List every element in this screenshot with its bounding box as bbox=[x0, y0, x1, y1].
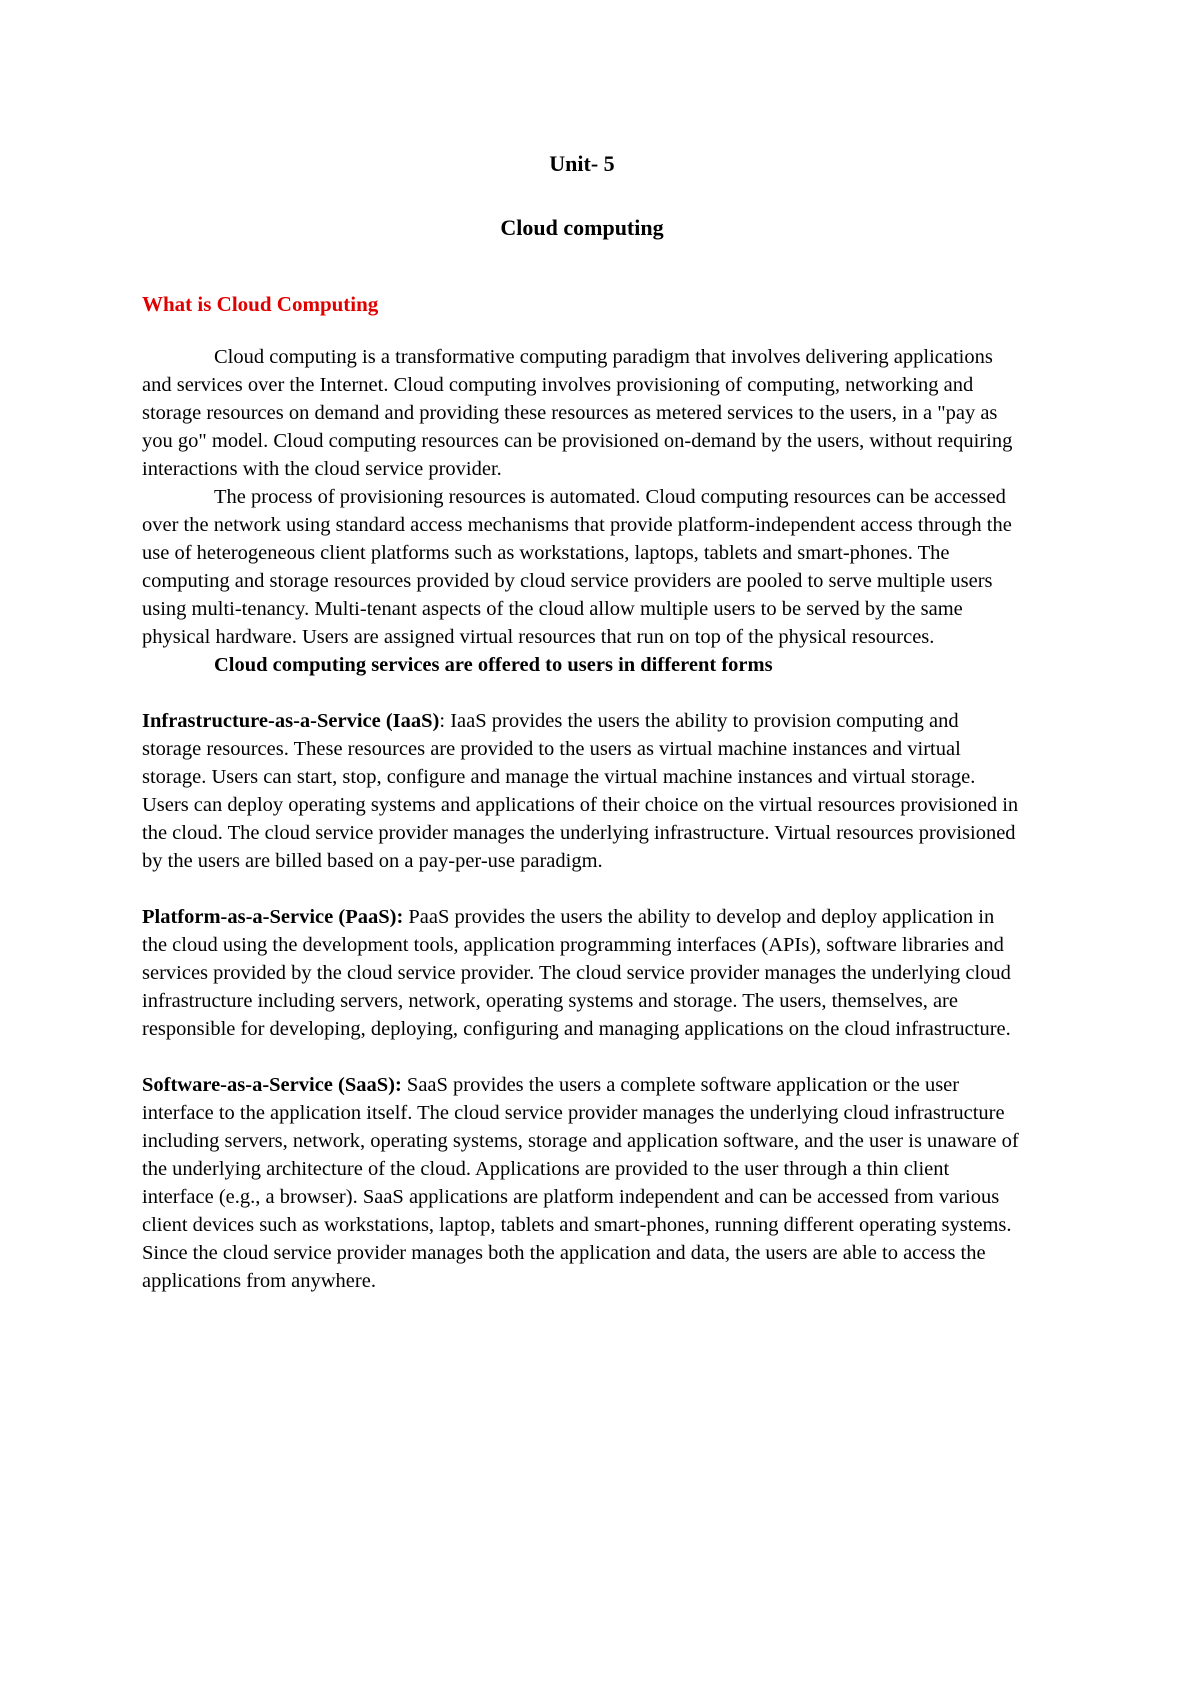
saas-term: Software-as-a-Service (SaaS): bbox=[142, 1074, 402, 1096]
saas-paragraph bbox=[142, 1071, 1022, 1295]
intro-paragraph: Cloud computing is a transformative computing paradigm that involves delivering applications and services over the Internet. Cloud computing involves provisioning of computing, networking and storage resources on demand and providing these resources as metered services to the users, in a "pay as you go" model. Cloud computing resources can be provisioned on-demand by the users, without requiring interactions with the cloud service provider. bbox=[142, 346, 1013, 480]
section-heading: What is Cloud Computing bbox=[142, 292, 379, 316]
paas-term: Platform-as-a-Service (PaaS): bbox=[142, 906, 404, 928]
iaas-description: IaaS provides the users the ability to provision computing and storage resources. These resources are provided to the users as virtual machine instances and virtual storage. Users can start, stop, configure and manage the virtual machine instances and virtual storage. Users can deploy operating systems and applications of their choice on the virtual resources provisioned in the cloud. The cloud service provider manages the underlying infrastructure. Virtual resources provisioned by the users are billed based on a pay-per-use paradigm. bbox=[142, 710, 1019, 872]
iaas-paragraph bbox=[142, 707, 1022, 875]
document-content bbox=[142, 146, 1022, 1295]
service-forms-heading: Cloud computing services are offered to users in different forms bbox=[214, 654, 773, 676]
iaas-separator: : bbox=[439, 710, 446, 732]
unit-title: Unit- 5 bbox=[549, 151, 615, 176]
provisioning-paragraph: The process of provisioning resources is automated. Cloud computing resources can be accessed over the network using standard access mechanisms that provide platform-independent access through the use of heterogeneous client platforms such as workstations, laptops, tablets and smart-phones. The computing and storage resources provided by cloud service providers are pooled to serve multiple users using multi-tenancy. Multi-tenant aspects of the cloud allow multiple users to be served by the same physical hardware. Users are assigned virtual resources that run on top of the physical resources. bbox=[142, 486, 1012, 648]
paas-description: PaaS provides the users the ability to develop and deploy application in the cloud using the development tools, application programming interfaces (APIs), software libraries and services provided by the cloud service provider. The cloud service provider manages the underlying cloud infrastructure including servers, network, operating systems and storage. The users, themselves, are responsible for developing, deploying, configuring and managing applications on the cloud infrastructure. bbox=[142, 906, 1011, 1040]
chapter-title: Cloud computing bbox=[500, 215, 664, 240]
iaas-term: Infrastructure-as-a-Service (IaaS) bbox=[142, 710, 440, 732]
paas-paragraph bbox=[142, 903, 1022, 1043]
saas-description: SaaS provides the users a complete software application or the user interface to the application itself. The cloud service provider manages the underlying cloud infrastructure including servers, network, operating systems, storage and application software, and the user is unaware of the underlying architecture of the cloud. Applications are provided to the user through a thin client interface (e.g., a browser). SaaS applications are platform independent and can be accessed from various client devices such as workstations, laptop, tablets and smart-phones, running different operating systems. Since the cloud service provider manages both the application and data, the users are able to access the applications from anywhere. bbox=[142, 1074, 1019, 1292]
